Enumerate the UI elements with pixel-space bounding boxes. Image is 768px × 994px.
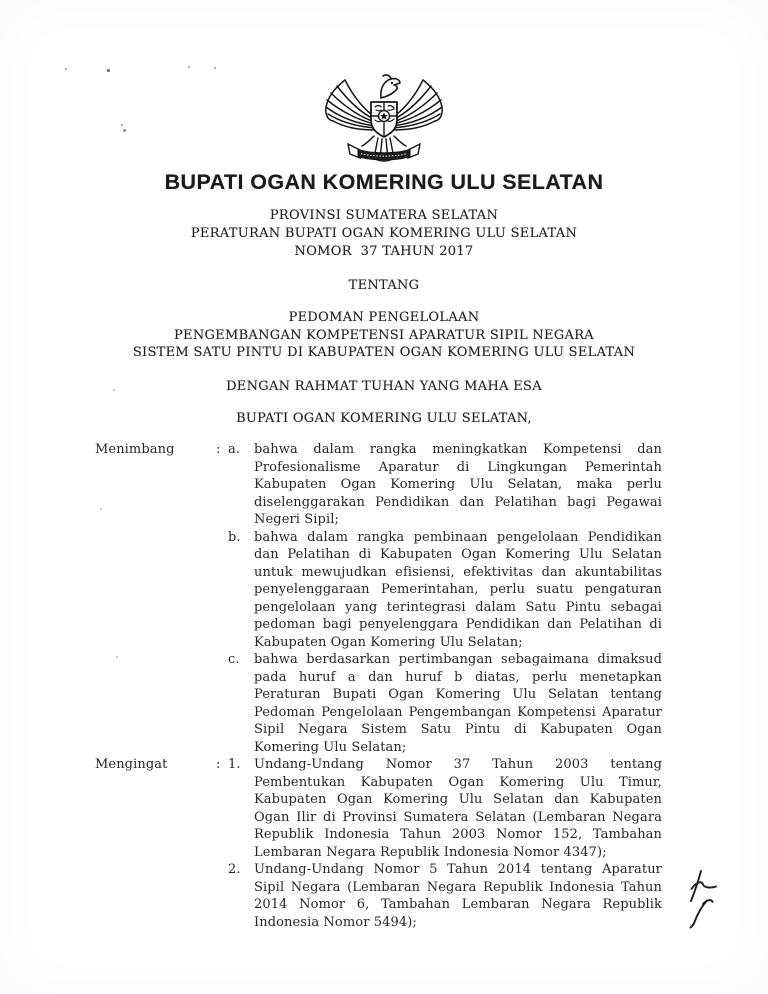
scan-speck <box>65 68 67 70</box>
consideration-item-c <box>228 651 662 756</box>
item-text: bahwa berdasarkan pertimbangan sebagaimana dimaksud pada huruf a dan huruf b diatas, perlu menetapkan Peraturan Bupati Ogan Komering Ulu Selatan tentang Pedoman Pengelolaan Pengembangan Kompetensi Aparatur Sipil Negara Sistem Satu Pintu di Kabupaten Ogan Komering Ulu Selatan; <box>254 652 662 755</box>
scan-speck <box>121 124 123 126</box>
subject-line: PENGEMBANGAN KOMPETENSI APARATUR SIPIL NEGARA <box>173 327 595 343</box>
scan-speck <box>123 129 126 132</box>
scan-speck <box>188 66 190 68</box>
item-marker: b. <box>228 529 241 545</box>
regulation-title-line: PERATURAN BUPATI OGAN KOMERING ULU SELATAN <box>190 226 578 241</box>
about-label: TENTANG <box>348 278 420 293</box>
garuda-icon <box>314 72 454 168</box>
regulation-number-line: NOMOR 37 TAHUN 2017 <box>294 244 474 259</box>
item-marker: 2. <box>228 862 241 877</box>
document-body <box>95 441 662 931</box>
invocation-line: DENGAN RAHMAT TUHAN YANG MAHA ESA <box>226 379 542 394</box>
regulation-heading <box>0 207 768 261</box>
item-marker: 1. <box>228 757 241 772</box>
mengingat-section <box>95 756 662 931</box>
item-text: Undang-Undang Nomor 5 Tahun 2014 tentang Aparatur Sipil Negara (Lembaran Negara Republik Indonesia Tahun 2014 Nomor 6, Tambahan Lembaran Negara Republik Indonesia Nomor 5494); <box>254 862 662 930</box>
province-line: PROVINSI SUMATERA SELATAN <box>269 208 499 223</box>
menimbang-label: Menimbang <box>95 442 175 457</box>
salutation-line: BUPATI OGAN KOMERING ULU SELATAN, <box>236 411 532 426</box>
menimbang-section <box>95 441 662 756</box>
issuing-authority-title: BUPATI OGAN KOMERING ULU SELATAN <box>164 170 604 194</box>
mengingat-label: Mengingat <box>95 757 168 772</box>
signature-stroke-icon <box>682 868 728 934</box>
regulation-subject <box>0 309 768 362</box>
legal-basis-item-1 <box>228 756 662 861</box>
scan-speck <box>107 69 110 72</box>
subject-line: PEDOMAN PENGELOLAAN <box>288 310 480 325</box>
subject-line: SISTEM SATU PINTU DI KABUPATEN OGAN KOMERING ULU SELATAN <box>132 345 636 360</box>
garuda-pancasila-emblem <box>314 72 454 168</box>
scan-speck <box>214 67 216 69</box>
mengingat-items <box>228 756 662 931</box>
menimbang-items <box>228 441 662 756</box>
item-marker: a. <box>228 442 241 457</box>
item-text: bahwa dalam rangka pembinaan pengelolaan Pendidikan dan Pelatihan di Kabupaten Ogan Komering Ulu Selatan untuk mewujudkan efisiensi, efektivitas dan akuntabilitas penyelenggaraan Pemerintahan, perlu suatu pengaturan pengelolaan yang terintegrasi dalam Satu Pintu sebagai pedoman bagi penyelenggara Pendidikan dan Pelatihan di Kabupaten Ogan Komering Ulu Selatan; <box>254 529 662 650</box>
item-text: bahwa dalam rangka meningkatkan Kompetensi dan Profesionalisme Aparatur di Lingkungan Pemerintah Kabupaten Ogan Komering Ulu Selatan, maka perlu diselenggarakan Pendidikan dan Pelatihan bagi Pegawai Negeri Sipil; <box>254 442 662 527</box>
mengingat-colon: : <box>216 757 221 772</box>
item-marker: c. <box>228 652 240 667</box>
consideration-item-a <box>228 441 662 529</box>
consideration-item-b <box>228 529 662 652</box>
handwritten-initials <box>682 868 728 934</box>
item-text: Undang-Undang Nomor 37 Tahun 2003 tentang Pembentukan Kabupaten Ogan Komering Ulu Timur, Kabupaten Ogan Komering Ulu Selatan dan Kabupaten Ogan Ilir di Provinsi Sumatera Selatan (Lembaran Negara Republik Indonesia Tahun 2003 Nomor 152, Tambahan Lembaran Negara Republik Indonesia Nomor 4347); <box>254 757 662 860</box>
legal-basis-item-2 <box>228 861 662 931</box>
menimbang-colon: : <box>216 442 221 457</box>
